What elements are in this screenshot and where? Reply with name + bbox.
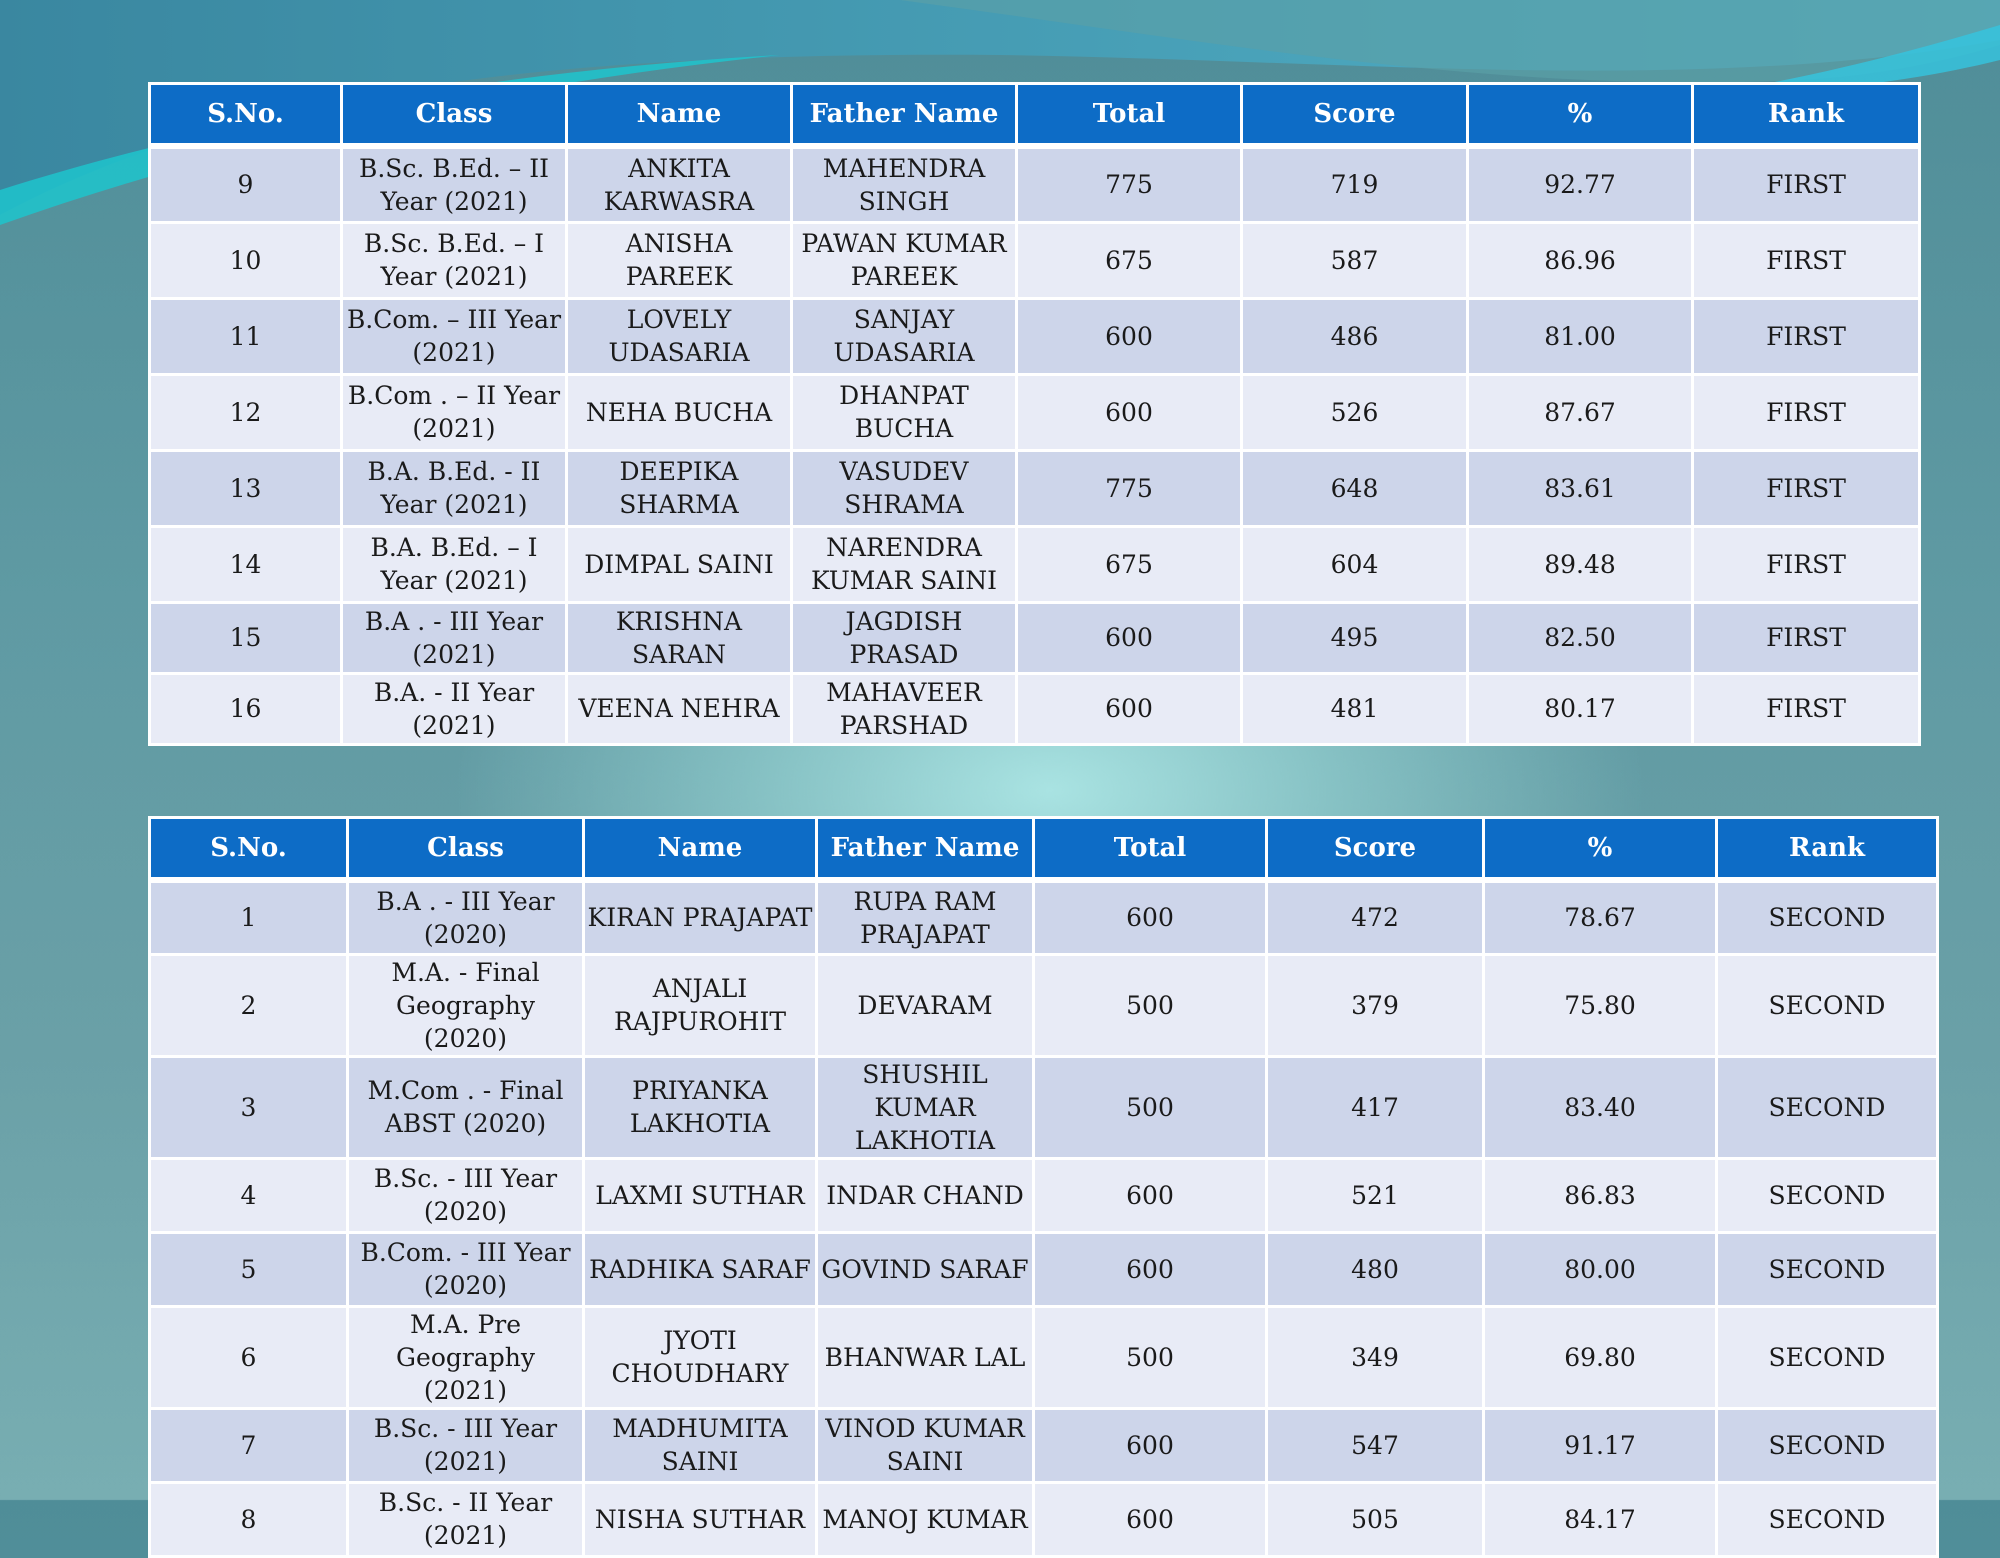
- cell-total: 500: [1034, 1306, 1267, 1408]
- cell-class: M.Com . - Final ABST (2020): [348, 1056, 584, 1158]
- table-row: [150, 298, 1920, 374]
- cell-score: 521: [1267, 1158, 1484, 1232]
- cell-sno: 12: [150, 374, 342, 450]
- cell-name: MADHUMITA SAINI: [584, 1408, 817, 1482]
- col-total-header: Total: [1034, 818, 1267, 881]
- cell-total: 600: [1034, 1158, 1267, 1232]
- cell-sno: 7: [150, 1408, 348, 1482]
- col-percent-header: %: [1468, 84, 1693, 147]
- table-row: [150, 673, 1920, 744]
- cell-rank: SECOND: [1717, 1232, 1938, 1306]
- col-percent-header: %: [1484, 818, 1717, 881]
- cell-score: 719: [1242, 146, 1468, 222]
- cell-father-name: RUPA RAM PRAJAPAT: [817, 880, 1034, 954]
- cell-class: B.Sc. - II Year (2021): [348, 1482, 584, 1556]
- cell-name: RADHIKA SARAF: [584, 1232, 817, 1306]
- cell-rank: SECOND: [1717, 1056, 1938, 1158]
- table-row: [150, 450, 1920, 526]
- cell-percent: 82.50: [1468, 602, 1693, 673]
- cell-rank: FIRST: [1693, 526, 1920, 602]
- col-name-header: Name: [584, 818, 817, 881]
- table-row: [150, 602, 1920, 673]
- cell-father-name: JAGDISH PRASAD: [792, 602, 1017, 673]
- cell-score: 587: [1242, 222, 1468, 298]
- cell-score: 481: [1242, 673, 1468, 744]
- cell-sno: 13: [150, 450, 342, 526]
- cell-father-name: DEVARAM: [817, 954, 1034, 1056]
- cell-name: KRISHNA SARAN: [567, 602, 792, 673]
- cell-sno: 1: [150, 880, 348, 954]
- cell-class: B.Sc. - III Year (2021): [348, 1408, 584, 1482]
- cell-sno: 16: [150, 673, 342, 744]
- cell-class: B.Sc. - III Year (2020): [348, 1158, 584, 1232]
- col-name-header: Name: [567, 84, 792, 147]
- cell-sno: 10: [150, 222, 342, 298]
- cell-name: LAXMI SUTHAR: [584, 1158, 817, 1232]
- cell-total: 500: [1034, 1056, 1267, 1158]
- cell-total: 600: [1017, 298, 1242, 374]
- cell-class: B.A . - III Year (2020): [348, 880, 584, 954]
- cell-class: B.Com. - III Year (2020): [348, 1232, 584, 1306]
- cell-total: 600: [1034, 1482, 1267, 1556]
- cell-rank: FIRST: [1693, 602, 1920, 673]
- cell-name: ANKITA KARWASRA: [567, 146, 792, 222]
- table-row: [150, 1482, 1938, 1556]
- col-sno-header: S.No.: [150, 84, 342, 147]
- cell-class: B.Sc. B.Ed. – II Year (2021): [342, 146, 567, 222]
- header-row: [150, 818, 1938, 881]
- table-row: [150, 222, 1920, 298]
- col-rank-header: Rank: [1717, 818, 1938, 881]
- cell-father-name: GOVIND SARAF: [817, 1232, 1034, 1306]
- cell-rank: SECOND: [1717, 1482, 1938, 1556]
- cell-sno: 11: [150, 298, 342, 374]
- cell-class: M.A. - Final Geography (2020): [348, 954, 584, 1056]
- cell-class: B.A. B.Ed. - II Year (2021): [342, 450, 567, 526]
- cell-percent: 80.00: [1484, 1232, 1717, 1306]
- cell-percent: 81.00: [1468, 298, 1693, 374]
- cell-class: M.A. Pre Geography (2021): [348, 1306, 584, 1408]
- col-class-header: Class: [348, 818, 584, 881]
- cell-percent: 84.17: [1484, 1482, 1717, 1556]
- table-row: [150, 1408, 1938, 1482]
- cell-score: 604: [1242, 526, 1468, 602]
- cell-score: 417: [1267, 1056, 1484, 1158]
- table-row: [150, 1056, 1938, 1158]
- cell-name: DIMPAL SAINI: [567, 526, 792, 602]
- col-class-header: Class: [342, 84, 567, 147]
- cell-sno: 8: [150, 1482, 348, 1556]
- cell-total: 600: [1017, 374, 1242, 450]
- cell-father-name: PAWAN KUMAR PAREEK: [792, 222, 1017, 298]
- cell-percent: 83.61: [1468, 450, 1693, 526]
- cell-class: B.Com. – III Year (2021): [342, 298, 567, 374]
- col-total-header: Total: [1017, 84, 1242, 147]
- col-rank-header: Rank: [1693, 84, 1920, 147]
- cell-name: LOVELY UDASARIA: [567, 298, 792, 374]
- cell-rank: FIRST: [1693, 222, 1920, 298]
- cell-percent: 91.17: [1484, 1408, 1717, 1482]
- cell-father-name: SANJAY UDASARIA: [792, 298, 1017, 374]
- cell-name: NEHA BUCHA: [567, 374, 792, 450]
- cell-score: 486: [1242, 298, 1468, 374]
- cell-father-name: DHANPAT BUCHA: [792, 374, 1017, 450]
- cell-class: B.A. B.Ed. – I Year (2021): [342, 526, 567, 602]
- cell-score: 526: [1242, 374, 1468, 450]
- cell-percent: 78.67: [1484, 880, 1717, 954]
- cell-total: 675: [1017, 222, 1242, 298]
- cell-sno: 9: [150, 146, 342, 222]
- cell-total: 600: [1017, 602, 1242, 673]
- cell-class: B.Sc. B.Ed. – I Year (2021): [342, 222, 567, 298]
- cell-rank: FIRST: [1693, 374, 1920, 450]
- col-father-name-header: Father Name: [792, 84, 1017, 147]
- col-score-header: Score: [1242, 84, 1468, 147]
- cell-sno: 3: [150, 1056, 348, 1158]
- cell-score: 495: [1242, 602, 1468, 673]
- cell-rank: SECOND: [1717, 1408, 1938, 1482]
- cell-name: JYOTI CHOUDHARY: [584, 1306, 817, 1408]
- header-row: [150, 84, 1920, 147]
- cell-percent: 87.67: [1468, 374, 1693, 450]
- cell-percent: 83.40: [1484, 1056, 1717, 1158]
- cell-father-name: INDAR CHAND: [817, 1158, 1034, 1232]
- cell-score: 648: [1242, 450, 1468, 526]
- cell-total: 600: [1034, 1408, 1267, 1482]
- cell-name: ANJALI RAJPUROHIT: [584, 954, 817, 1056]
- cell-name: KIRAN PRAJAPAT: [584, 880, 817, 954]
- cell-class: B.A. - II Year (2021): [342, 673, 567, 744]
- cell-total: 600: [1017, 673, 1242, 744]
- cell-score: 472: [1267, 880, 1484, 954]
- cell-rank: SECOND: [1717, 880, 1938, 954]
- cell-rank: FIRST: [1693, 673, 1920, 744]
- cell-sno: 4: [150, 1158, 348, 1232]
- cell-percent: 86.96: [1468, 222, 1693, 298]
- cell-name: VEENA NEHRA: [567, 673, 792, 744]
- cell-rank: SECOND: [1717, 954, 1938, 1056]
- cell-percent: 75.80: [1484, 954, 1717, 1056]
- cell-score: 480: [1267, 1232, 1484, 1306]
- cell-score: 379: [1267, 954, 1484, 1056]
- table-row: [150, 1306, 1938, 1408]
- cell-class: B.Com . – II Year (2021): [342, 374, 567, 450]
- table-row: [150, 526, 1920, 602]
- cell-sno: 2: [150, 954, 348, 1056]
- cell-father-name: VASUDEV SHRAMA: [792, 450, 1017, 526]
- cell-rank: SECOND: [1717, 1158, 1938, 1232]
- cell-percent: 80.17: [1468, 673, 1693, 744]
- cell-father-name: BHANWAR LAL: [817, 1306, 1034, 1408]
- cell-sno: 5: [150, 1232, 348, 1306]
- cell-total: 675: [1017, 526, 1242, 602]
- cell-rank: FIRST: [1693, 146, 1920, 222]
- table-row: [150, 146, 1920, 222]
- cell-percent: 92.77: [1468, 146, 1693, 222]
- cell-score: 547: [1267, 1408, 1484, 1482]
- cell-class: B.A . - III Year (2021): [342, 602, 567, 673]
- cell-father-name: NARENDRA KUMAR SAINI: [792, 526, 1017, 602]
- cell-percent: 89.48: [1468, 526, 1693, 602]
- cell-total: 600: [1034, 1232, 1267, 1306]
- cell-percent: 69.80: [1484, 1306, 1717, 1408]
- cell-sno: 15: [150, 602, 342, 673]
- cell-total: 600: [1034, 880, 1267, 954]
- cell-father-name: VINOD KUMAR SAINI: [817, 1408, 1034, 1482]
- table-row: [150, 374, 1920, 450]
- cell-score: 505: [1267, 1482, 1484, 1556]
- col-sno-header: S.No.: [150, 818, 348, 881]
- cell-rank: SECOND: [1717, 1306, 1938, 1408]
- cell-total: 775: [1017, 450, 1242, 526]
- cell-rank: FIRST: [1693, 450, 1920, 526]
- cell-total: 775: [1017, 146, 1242, 222]
- cell-father-name: MAHENDRA SINGH: [792, 146, 1017, 222]
- cell-father-name: MANOJ KUMAR: [817, 1482, 1034, 1556]
- table-row: [150, 880, 1938, 954]
- cell-sno: 6: [150, 1306, 348, 1408]
- table-row: [150, 1232, 1938, 1306]
- cell-father-name: SHUSHIL KUMAR LAKHOTIA: [817, 1056, 1034, 1158]
- cell-percent: 86.83: [1484, 1158, 1717, 1232]
- cell-name: PRIYANKA LAKHOTIA: [584, 1056, 817, 1158]
- col-father-name-header: Father Name: [817, 818, 1034, 881]
- cell-name: ANISHA PAREEK: [567, 222, 792, 298]
- cell-score: 349: [1267, 1306, 1484, 1408]
- cell-sno: 14: [150, 526, 342, 602]
- first-rank-table: [148, 82, 1921, 746]
- cell-rank: FIRST: [1693, 298, 1920, 374]
- table-row: [150, 1158, 1938, 1232]
- cell-name: DEEPIKA SHARMA: [567, 450, 792, 526]
- cell-father-name: MAHAVEER PARSHAD: [792, 673, 1017, 744]
- table-row: [150, 954, 1938, 1056]
- cell-total: 500: [1034, 954, 1267, 1056]
- col-score-header: Score: [1267, 818, 1484, 881]
- cell-name: NISHA SUTHAR: [584, 1482, 817, 1556]
- second-rank-table: [148, 816, 1939, 1558]
